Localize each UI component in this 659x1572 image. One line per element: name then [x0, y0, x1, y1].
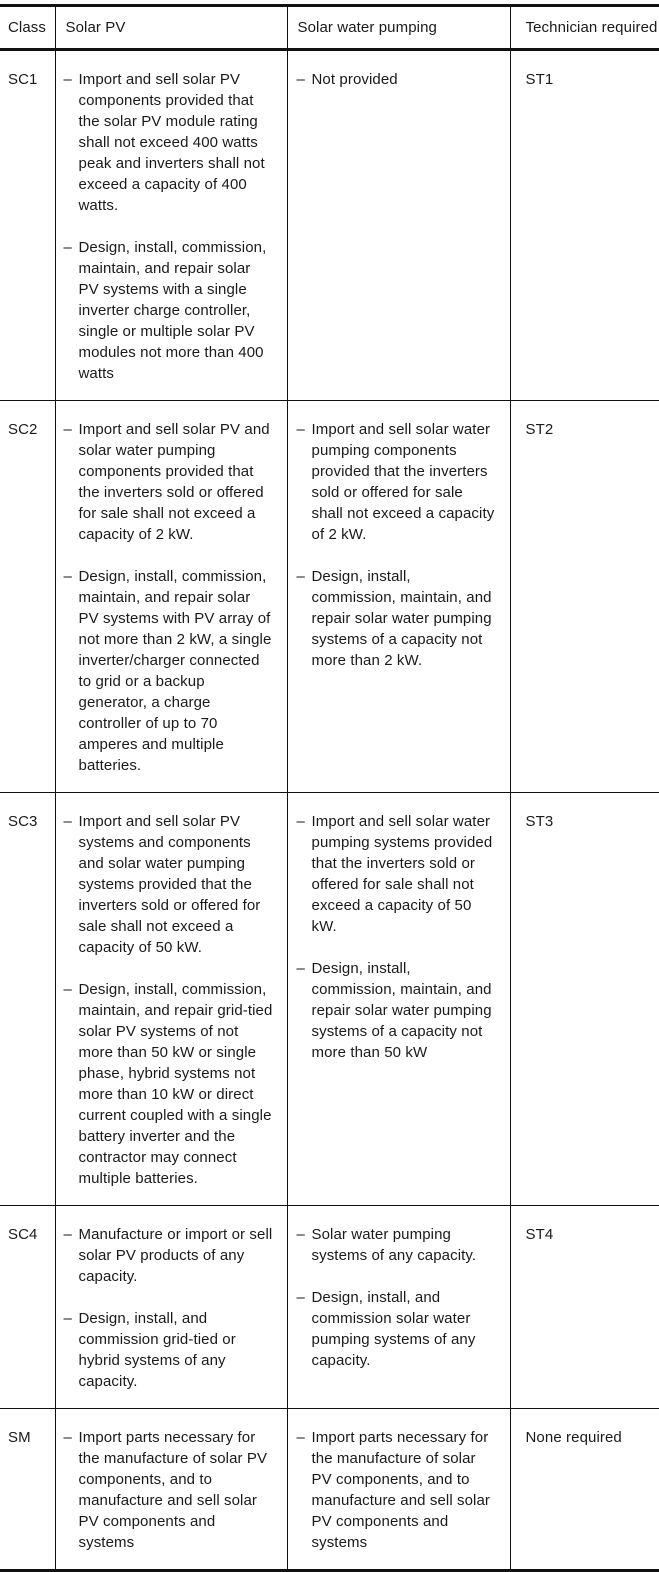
- table-row-sm: [0, 1409, 659, 1571]
- list-item-text: Manufacture or import or sell solar PV products of any capacity.: [78, 1226, 273, 1285]
- list-item-text: Design, install, and commission solar water pumping systems of any capacity.: [311, 1289, 476, 1369]
- list-item: [297, 1287, 498, 1371]
- column-header-technician-required: Technician required: [510, 6, 659, 50]
- dash-bullet: –: [63, 813, 72, 830]
- table-row-sc4: [0, 1206, 659, 1409]
- list-item-text: Import parts necessary for the manufacture of solar PV components, and to manufacture and sell solar PV components and systems: [78, 1429, 268, 1551]
- list-item: [64, 1224, 273, 1287]
- table-row-sc1: [0, 50, 659, 401]
- solar-pv-cell: [55, 1409, 287, 1571]
- list-item-text: Import and sell solar PV systems and components and solar water pumping systems provided that the inverters sold or offered for sale shall not exceed a capacity of 50 kW.: [78, 813, 261, 956]
- list-item: [297, 566, 498, 671]
- dash-bullet: –: [63, 71, 72, 88]
- solar-license-classes-table: [0, 4, 659, 1572]
- list-item-text: Design, install, commission, maintain, and repair solar PV systems with PV array of not more than 2 kW, a single inverter/charger connected to grid or a backup generator, a charge controller of up to 70 amperes and multiple batteries.: [78, 568, 272, 774]
- technician-cell: None required: [510, 1409, 659, 1571]
- list-item-text: Import parts necessary for the manufacture of solar PV components, and to manufacture and sell solar PV components and systems: [311, 1429, 491, 1551]
- solar-pv-cell: [55, 793, 287, 1206]
- dash-bullet: –: [63, 239, 72, 256]
- technician-cell: ST4: [510, 1206, 659, 1409]
- list-item-text: Design, install, commission, maintain, and repair grid-tied solar PV systems of not more than 50 kW or single phase, hybrid systems not more than 10 kW or direct current coupled with a single battery inverter and the contractor may connect multiple batteries.: [78, 981, 273, 1187]
- dash-bullet: –: [63, 421, 72, 438]
- list-item-text: Design, install, and commission grid-tied or hybrid systems of any capacity.: [78, 1310, 236, 1390]
- list-item: [297, 1427, 498, 1553]
- list-item-text: Design, install, commission, maintain, and repair solar PV systems with a single inverter charge controller, single or multiple solar PV modules not more than 400 watts: [78, 239, 267, 382]
- dash-bullet: –: [296, 1429, 305, 1446]
- list-item: [297, 958, 498, 1063]
- table-row-sc3: [0, 793, 659, 1206]
- technician-cell: ST3: [510, 793, 659, 1206]
- table-row-sc2: [0, 401, 659, 793]
- column-header-class: Class: [0, 6, 55, 50]
- list-item-text: Import and sell solar water pumping components provided that the inverters sold or offered for sale shall not exceed a capacity of 2 kW.: [311, 421, 495, 543]
- list-item-text: Not provided: [311, 71, 398, 88]
- column-header-solar-water-pumping: Solar water pumping: [287, 6, 510, 50]
- dash-bullet: –: [63, 568, 72, 585]
- list-item: [64, 811, 273, 958]
- class-cell: SC4: [0, 1206, 55, 1409]
- list-item-text: Import and sell solar water pumping systems provided that the inverters sold or offered for sale shall not exceed a capacity of 50 kW.: [311, 813, 493, 935]
- list-item: [64, 69, 273, 216]
- water-pumping-cell: [287, 401, 510, 793]
- dash-bullet: –: [296, 813, 305, 830]
- list-item-text: Design, install, commission, maintain, and repair solar water pumping systems of a capacity not more than 2 kW.: [311, 568, 492, 669]
- list-item-text: Import and sell solar PV and solar water pumping components provided that the inverters sold or offered for sale shall not exceed a capacity of 2 kW.: [78, 421, 270, 543]
- dash-bullet: –: [296, 421, 305, 438]
- table-header: [0, 6, 659, 50]
- technician-cell: ST2: [510, 401, 659, 793]
- dash-bullet: –: [63, 1429, 72, 1446]
- dash-bullet: –: [63, 1226, 72, 1243]
- list-item-text: Solar water pumping systems of any capacity.: [311, 1226, 477, 1264]
- dash-bullet: –: [63, 1310, 72, 1327]
- column-header-solar-pv: Solar PV: [55, 6, 287, 50]
- list-item: [64, 566, 273, 776]
- dash-bullet: –: [296, 960, 305, 977]
- dash-bullet: –: [63, 981, 72, 998]
- solar-pv-cell: [55, 50, 287, 401]
- list-item-text: Import and sell solar PV components provided that the solar PV module rating shall not exceed 400 watts peak and inverters shall not exceed a capacity of 400 watts.: [78, 71, 265, 214]
- class-cell: SC2: [0, 401, 55, 793]
- water-pumping-cell: [287, 793, 510, 1206]
- list-item-text: Design, install, commission, maintain, and repair solar water pumping systems of a capacity not more than 50 kW: [311, 960, 492, 1061]
- list-item: [64, 1308, 273, 1392]
- class-cell: SM: [0, 1409, 55, 1571]
- class-cell: SC3: [0, 793, 55, 1206]
- water-pumping-cell: [287, 1409, 510, 1571]
- technician-cell: ST1: [510, 50, 659, 401]
- dash-bullet: –: [296, 1289, 305, 1306]
- list-item: [297, 419, 498, 545]
- dash-bullet: –: [296, 1226, 305, 1243]
- solar-pv-cell: [55, 1206, 287, 1409]
- list-item: [297, 811, 498, 937]
- dash-bullet: –: [296, 71, 305, 88]
- list-item: [64, 419, 273, 545]
- water-pumping-cell: [287, 50, 510, 401]
- list-item: [64, 1427, 273, 1553]
- dash-bullet: –: [296, 568, 305, 585]
- list-item: [297, 69, 498, 90]
- list-item: [64, 979, 273, 1189]
- solar-pv-cell: [55, 401, 287, 793]
- class-cell: SC1: [8, 71, 38, 88]
- list-item: [297, 1224, 498, 1266]
- water-pumping-cell: [287, 1206, 510, 1409]
- list-item: [64, 237, 273, 384]
